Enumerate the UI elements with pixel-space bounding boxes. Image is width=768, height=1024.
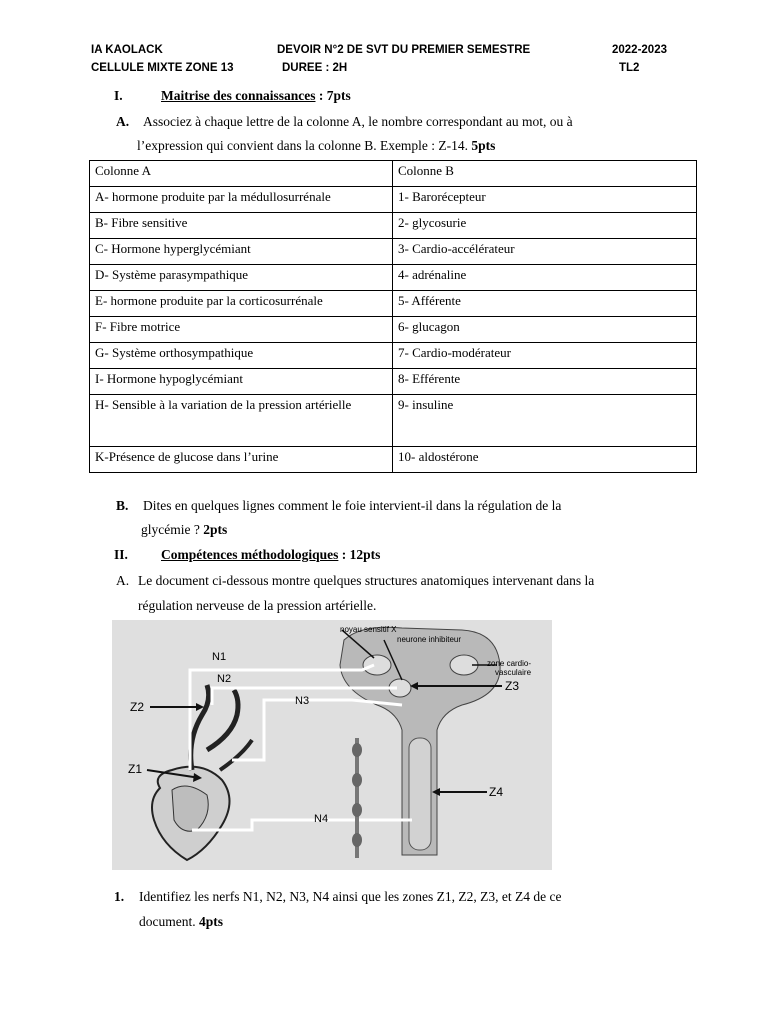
table-cell: 10- aldostérone — [393, 447, 697, 473]
header-duration: DUREE : 2H — [282, 62, 348, 74]
part1-title-text: Maitrise des connaissances — [161, 88, 316, 103]
label-n3: N3 — [295, 695, 310, 707]
section-b-letter: B. — [116, 498, 129, 513]
header-year: 2022-2023 — [612, 44, 667, 56]
question1-number: 1. — [114, 889, 125, 904]
part1-number: I. — [114, 88, 123, 103]
ganglion — [352, 743, 362, 757]
sensory-nucleus — [363, 655, 391, 675]
table-cell: H- Sensible à la variation de la pression artérielle — [90, 395, 393, 447]
table-cell: G- Système orthosympathique — [90, 343, 393, 369]
table-cell: 4- adrénaline — [393, 265, 697, 291]
table-cell: A- hormone produite par la médullosurrénale — [90, 187, 393, 213]
table-cell: I- Hormone hypoglycémiant — [90, 369, 393, 395]
question1-line2 — [139, 913, 223, 930]
label-zone-line2: vasculaire — [495, 668, 532, 677]
label-z2: Z2 — [130, 700, 145, 714]
table-header-a: Colonne A — [90, 161, 393, 187]
question1-points: 4pts — [199, 914, 224, 929]
label-n1: N1 — [212, 651, 227, 663]
section-a-line2 — [137, 137, 495, 154]
section-a-line1: Associez à chaque lettre de la colonne A, le nombre correspondant au mot, ou à — [143, 114, 573, 129]
table-cell: D- Système parasympathique — [90, 265, 393, 291]
section-b-line2 — [141, 521, 227, 538]
label-zone-line1: zone cardio- — [487, 659, 532, 668]
table-cell: 5- Afférente — [393, 291, 697, 317]
section-a2-letter: A. — [116, 573, 130, 588]
table-cell: 7- Cardio-modérateur — [393, 343, 697, 369]
table-cell: C- Hormone hyperglycémiant — [90, 239, 393, 265]
label-neurone: neurone inhibiteur — [397, 635, 462, 644]
label-noyau: noyau sensitif X — [340, 625, 397, 634]
part2-points: : 12pts — [338, 547, 381, 562]
part1-title — [161, 87, 351, 104]
header-cell: CELLULE MIXTE ZONE 13 — [91, 62, 234, 74]
table-header-b: Colonne B — [393, 161, 697, 187]
question1-line1: Identifiez les nerfs N1, N2, N3, N4 ainsi que les zones Z1, Z2, Z3, et Z4 de ce — [139, 889, 562, 904]
section-b-points: 2pts — [203, 522, 228, 537]
part2-title-text: Compétences méthodologiques — [161, 547, 339, 562]
ganglion — [352, 803, 362, 817]
table-cell: 3- Cardio-accélérateur — [393, 239, 697, 265]
part2-number: II. — [114, 547, 128, 562]
label-z1: Z1 — [128, 762, 143, 776]
header-school: IA KAOLACK — [91, 44, 163, 56]
header-class: TL2 — [619, 62, 640, 74]
table-cell: F- Fibre motrice — [90, 317, 393, 343]
matching-table — [89, 160, 697, 473]
section-a-points: 5pts — [471, 138, 496, 153]
table-cell: 8- Efférente — [393, 369, 697, 395]
table-cell: 2- glycosurie — [393, 213, 697, 239]
label-n2: N2 — [217, 673, 232, 685]
section-a-letter: A. — [116, 114, 130, 129]
ganglion — [352, 833, 362, 847]
section-b-line2-text: glycémie ? — [141, 522, 200, 537]
table-cell: K-Présence de glucose dans l’urine — [90, 447, 393, 473]
section-a-line2-text: l’expression qui convient dans la colonne B. Exemple : Z-14. — [137, 138, 469, 153]
ganglion — [352, 773, 362, 787]
part2-title — [161, 546, 380, 563]
header-exam-title: DEVOIR N°2 DE SVT DU PREMIER SEMESTRE — [277, 44, 531, 56]
question1-line2-text: document. — [139, 914, 196, 929]
table-cell: 1- Barorécepteur — [393, 187, 697, 213]
label-z4: Z4 — [489, 785, 504, 799]
section-a2-line2: régulation nerveuse de la pression artérielle. — [138, 598, 377, 613]
table-cell: 6- glucagon — [393, 317, 697, 343]
table-cell: E- hormone produite par la corticosurrénale — [90, 291, 393, 317]
section-a2-line1: Le document ci-dessous montre quelques structures anatomiques intervenant dans la — [138, 573, 595, 588]
section-b-line1: Dites en quelques lignes comment le foie intervient-il dans la régulation de la — [143, 498, 562, 513]
spinal-canal — [409, 738, 431, 850]
table-cell: 9- insuline — [393, 395, 697, 447]
part1-points: : 7pts — [315, 88, 351, 103]
label-z3: Z3 — [505, 679, 520, 693]
table-cell: B- Fibre sensitive — [90, 213, 393, 239]
label-n4: N4 — [314, 813, 329, 825]
anatomy-diagram — [112, 620, 552, 870]
